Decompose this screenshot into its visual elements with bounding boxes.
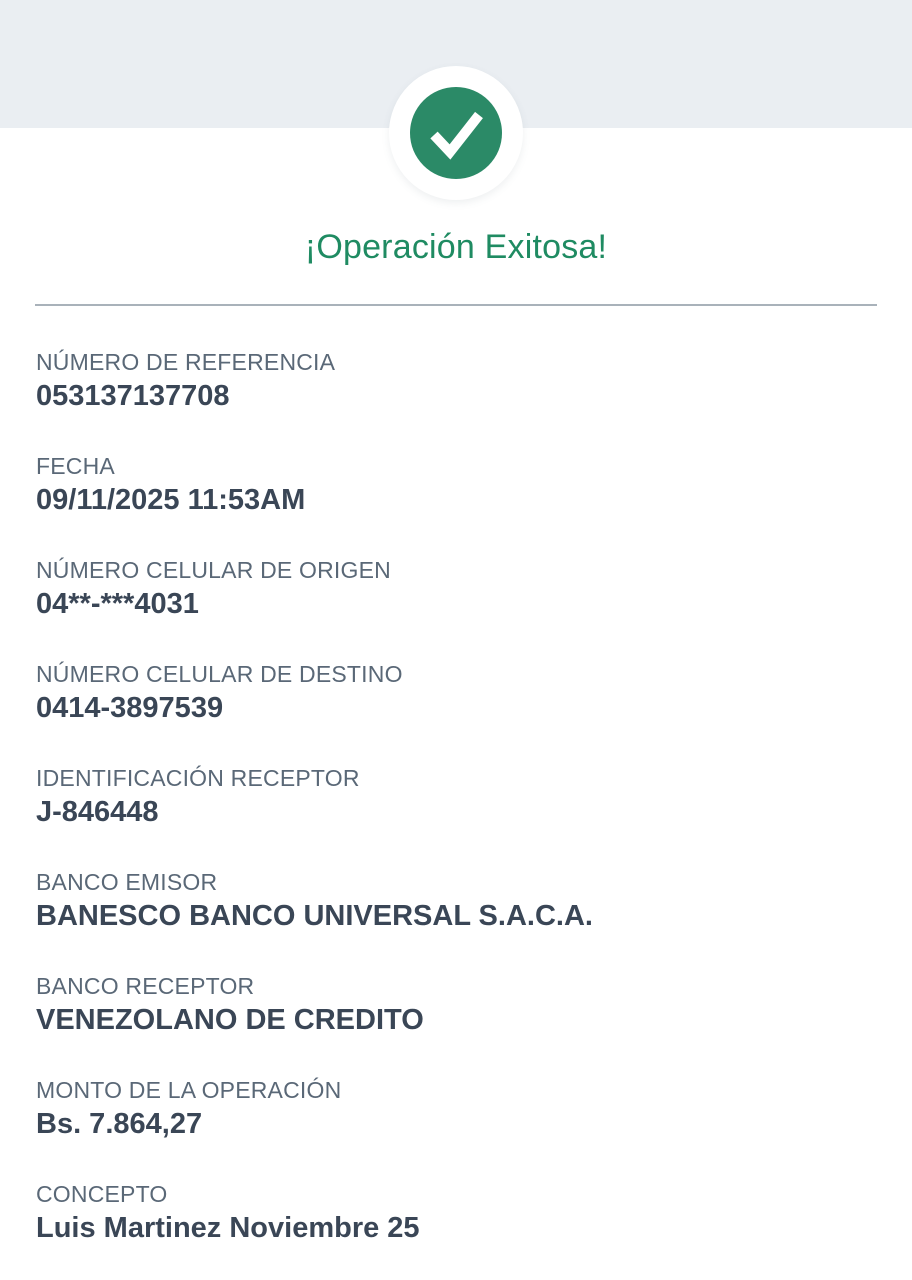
field-label: MONTO DE LA OPERACIÓN bbox=[36, 1077, 342, 1103]
page-title: ¡Operación Exitosa! bbox=[304, 228, 608, 266]
field-label: CONCEPTO bbox=[36, 1181, 168, 1207]
receipt-row-concept bbox=[36, 1179, 876, 1247]
field-value: 053137137708 bbox=[36, 380, 230, 412]
receipt-row-destination-phone bbox=[36, 659, 876, 727]
success-circle bbox=[410, 87, 502, 179]
receipt-row-amount bbox=[36, 1075, 876, 1143]
field-label: BANCO RECEPTOR bbox=[36, 973, 255, 999]
field-value: BANESCO BANCO UNIVERSAL S.A.C.A. bbox=[36, 900, 593, 932]
receipt-row-reference bbox=[36, 347, 876, 415]
receipt-list bbox=[0, 306, 912, 1247]
field-value: 04**-***4031 bbox=[36, 588, 199, 620]
field-label: NÚMERO CELULAR DE DESTINO bbox=[36, 661, 403, 687]
field-value: 09/11/2025 11:53AM bbox=[36, 484, 306, 516]
field-label: BANCO EMISOR bbox=[36, 869, 218, 895]
field-value: J-846448 bbox=[36, 796, 159, 828]
field-value: Bs. 7.864,27 bbox=[36, 1108, 203, 1140]
success-badge bbox=[389, 66, 523, 200]
field-value: 0414-3897539 bbox=[36, 692, 224, 724]
field-value: VENEZOLANO DE CREDITO bbox=[36, 1004, 424, 1036]
field-label: IDENTIFICACIÓN RECEPTOR bbox=[36, 765, 360, 791]
field-label: NÚMERO CELULAR DE ORIGEN bbox=[36, 557, 391, 583]
success-check-icon bbox=[409, 86, 503, 180]
field-value: Luis Martinez Noviembre 25 bbox=[36, 1212, 420, 1244]
receipt-row-receiver-id bbox=[36, 763, 876, 831]
field-label: FECHA bbox=[36, 453, 115, 479]
receipt-row-sender-bank bbox=[36, 867, 876, 935]
receipt-row-origin-phone bbox=[36, 555, 876, 623]
receipt-row-date bbox=[36, 451, 876, 519]
field-label: NÚMERO DE REFERENCIA bbox=[36, 349, 336, 375]
receipt-row-receiver-bank bbox=[36, 971, 876, 1039]
